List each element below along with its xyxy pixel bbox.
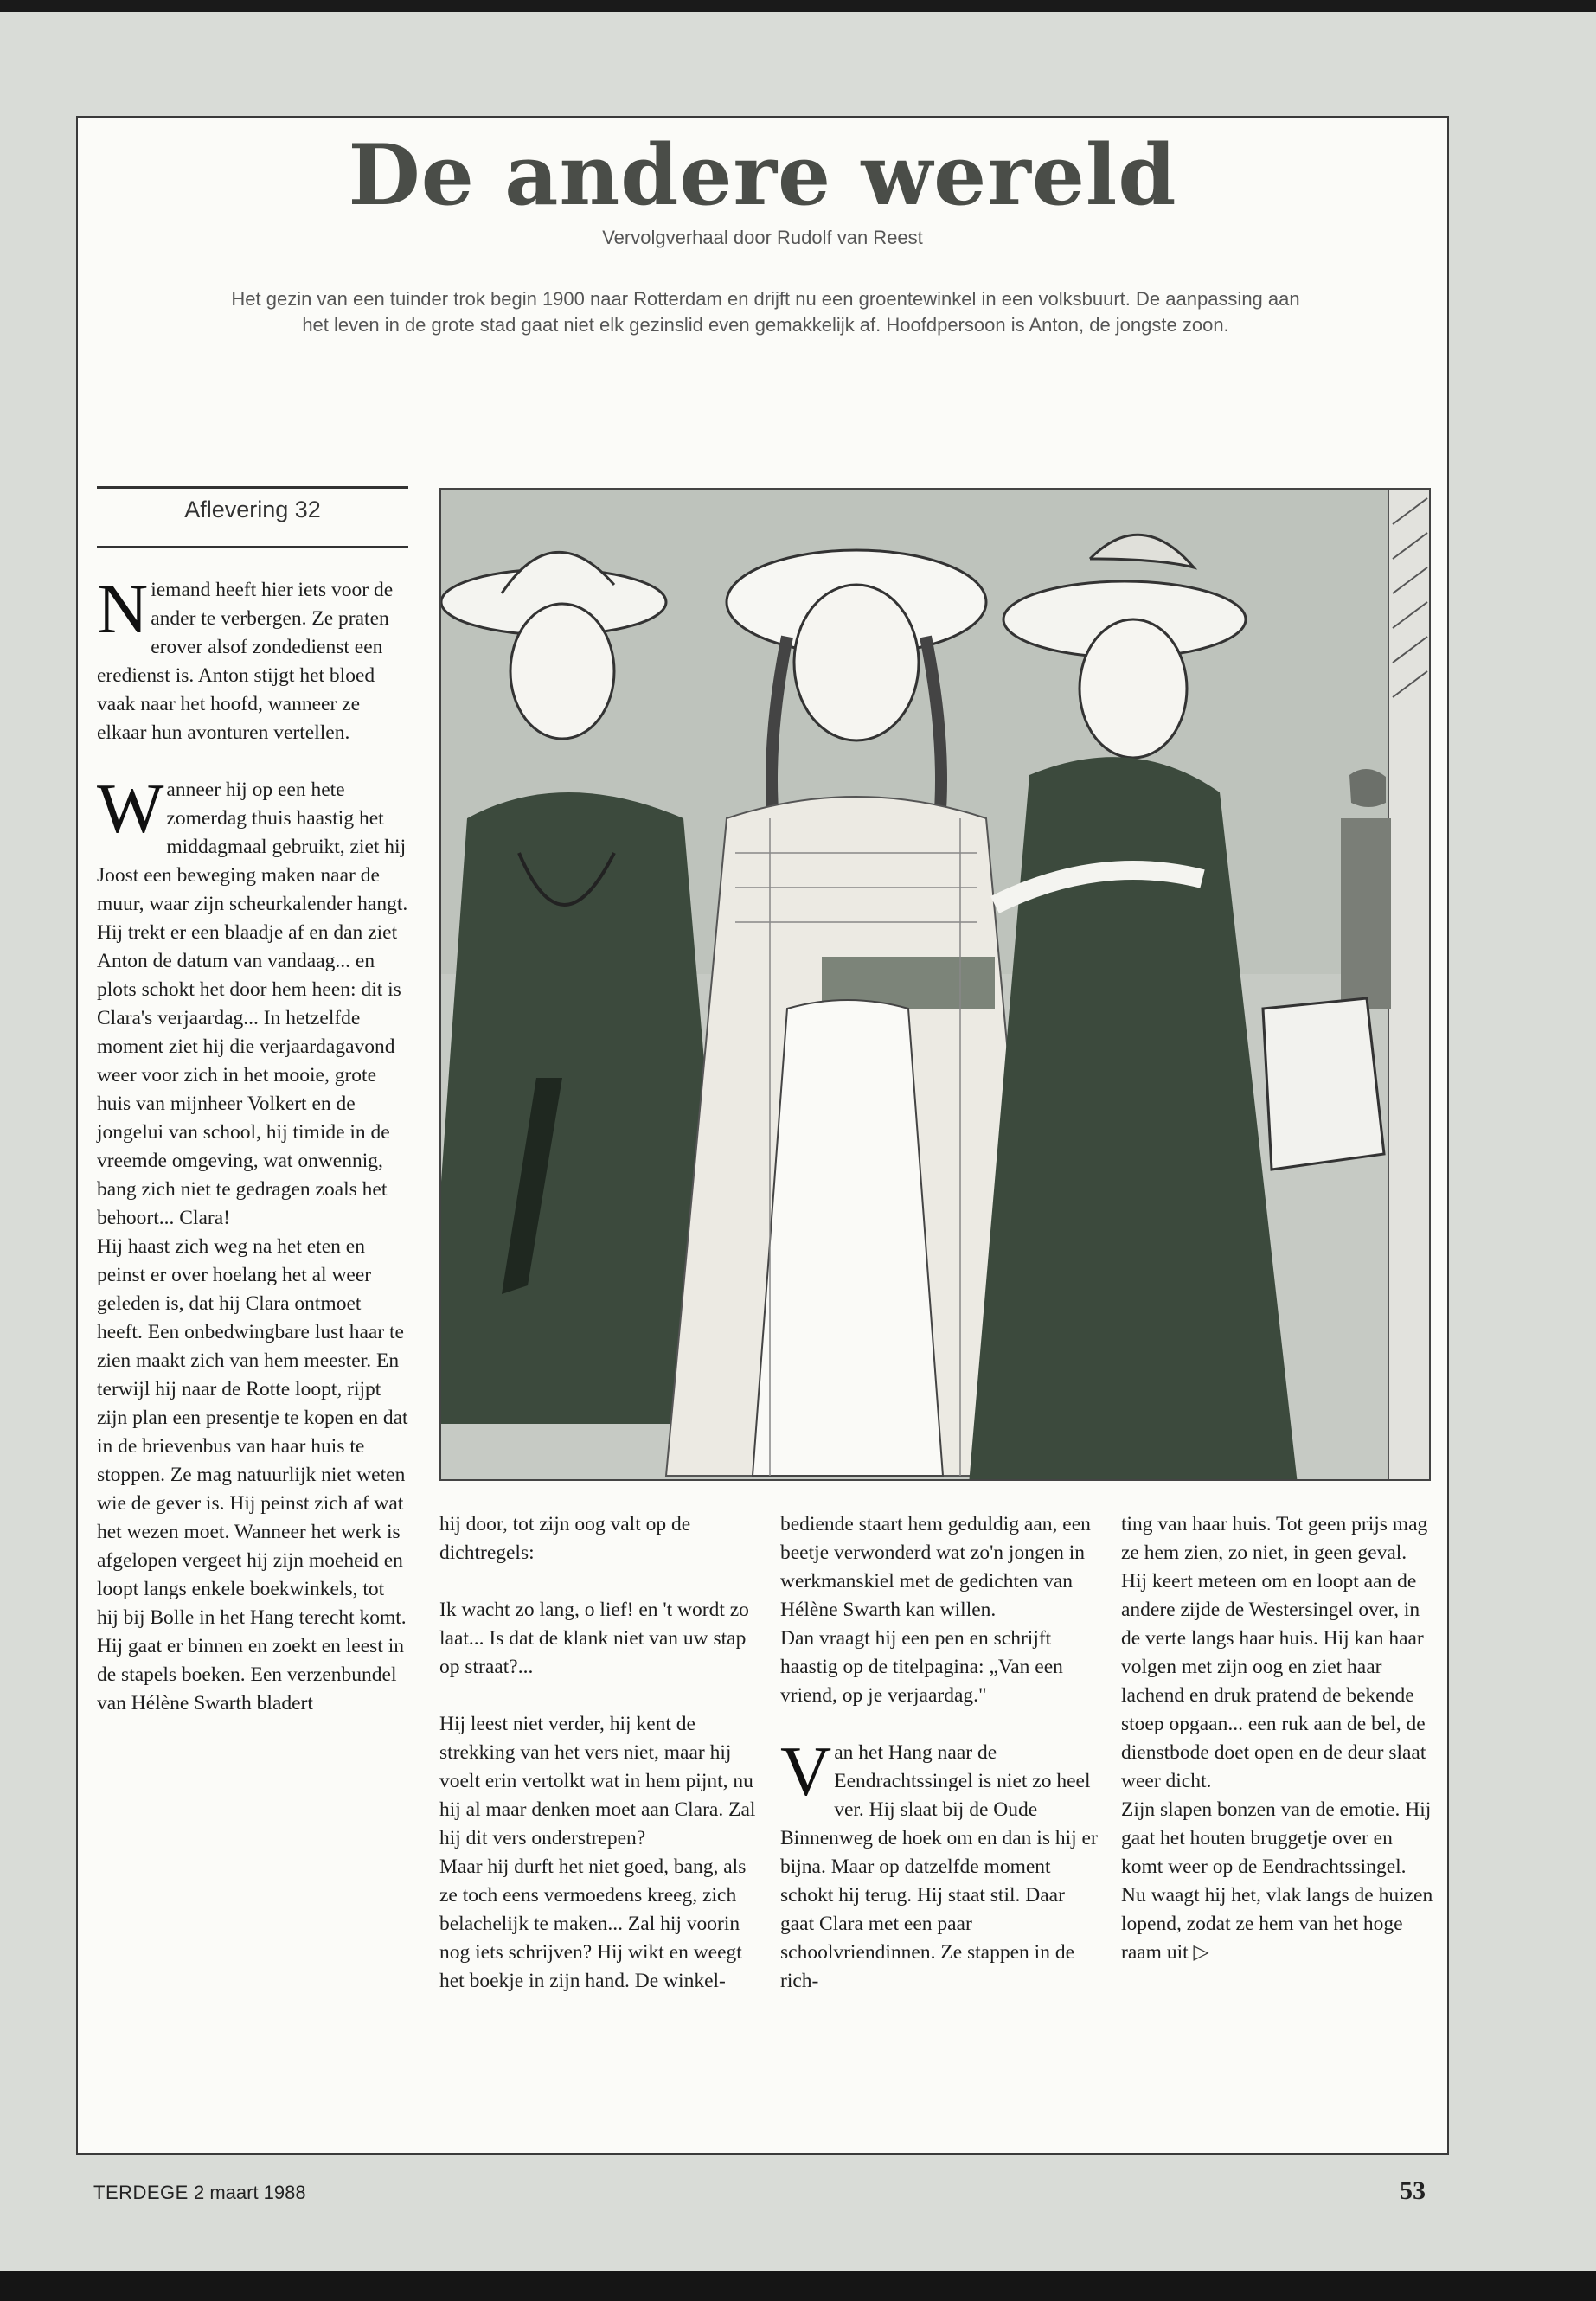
continue-arrow-icon: ▷ (1193, 1941, 1209, 1964)
magazine-name: TERDEGE (93, 2182, 189, 2203)
paragraph: bediende staart hem geduldig aan, een beetje verwonderd wat zo'n jongen in werkmanskiel met de gedichten van Hélène Swarth kan willen. (780, 1513, 1091, 1621)
article-intro: Het gezin van een tuinder trok begin 1900 naar Rotterdam en drijft nu een groentewinkel in een volksbuurt. De aanpassing aan het leven in de grote stad gaat niet elk gezinslid even gemakkelijk af. Hoofdpersoon is Anton, de jongste zoon. (231, 288, 1300, 336)
paragraph: ting van haar huis. Tot geen prijs mag ze hem zien, zo niet, in geen geval. (1121, 1513, 1428, 1564)
episode-rule-top (97, 486, 408, 489)
paragraph-text: anneer hij op een hete zomerdag thuis haastig het middagmaal gebruikt, ziet hij Joost een beweging maken naar de muur, waar zijn scheurkalender hangt. Hij trekt er een blaadje af en dan ziet Anton de datum van vandaag... en plots schokt het door hem heen: dit is Clara's verjaardag... In hetzelfde moment ziet hij die verjaardagavond weer voor zich in het mooie, grote huis van mijnheer Volkert en de jongelui van school, hij timide in de vreemde omgeving, wat onwennig, bang zich niet te gedragen zoals het behoort... Clara! (97, 779, 408, 1229)
paragraph (1121, 1881, 1434, 1967)
episode-rule-bottom (97, 546, 408, 548)
article-byline: Vervolgverhaal door Rudolf van Reest (602, 227, 923, 248)
column-1 (97, 569, 410, 1718)
story-illustration (439, 488, 1431, 1481)
column-3 (780, 1510, 1100, 1996)
paragraph-text: Nu waagt hij het, vlak langs de huizen lopend, zodat ze hem van het hoge raam uit (1121, 1884, 1433, 1964)
paragraph: Maar hij durft het niet goed, bang, als ze toch eens vermoedens kreeg, zich belachelijk te maken... Zal hij voorin nog iets schrijven? Hij wikt en weegt het boekje in zijn hand. De winkel- (439, 1856, 747, 1992)
page-footer (93, 2182, 306, 2204)
page-top-border (0, 0, 1596, 12)
three-girls-illustration (441, 490, 1429, 1479)
paragraph: hij door, tot zijn oog valt op de dichtregels: (439, 1513, 691, 1564)
paragraph: Hij leest niet verder, hij kent de strekking van het vers niet, maar hij voelt erin vertolkt wat in hem pijnt, nu hij al maar denken moet aan Clara. Zal hij dit vers onderstrepen? (439, 1713, 756, 1849)
issue-date: 2 maart 1988 (193, 2182, 306, 2203)
paragraph (780, 1732, 1100, 1996)
poem-lines: Ik wacht zo lang, o lief! en 't wordt zo laat... Is dat de klank niet van uw stap op straat?... (439, 1599, 749, 1678)
paragraph-text: an het Hang naar de Eendrachtssingel is niet zo heel ver. Hij slaat bij de Oude Binnenweg de hoek om en dan is hij er bijna. Maar op datzelfde moment schokt hij terug. Hij staat stil. Daar gaat Clara met een paar schoolvriendinnen. Ze stappen in de rich- (780, 1741, 1098, 1992)
drop-cap: V (780, 1732, 832, 1811)
page-bottom-border (0, 2271, 1596, 2301)
paragraph: Hij haast zich weg na het eten en peinst er over hoelang het al weer geleden is, dat hij Clara ontmoet heeft. Een onbedwingbare lust haar te zien maakt zich van hem meester. En terwijl hij naar de Rotte loopt, rijpt zijn plan een presentje te kopen en dat in de brievenbus van haar huis te stoppen. Ze mag natuurlijk niet weten wie de gever is. Hij peinst zich af wat het wezen moet. Wanneer het werk is afgelopen vergeet hij zijn moeheid en loopt langs enkele boekwinkels, tot hij bij Bolle in het Hang terecht komt. Hij gaat er binnen en zoekt en leest in de stapels boeken. Een verzenbundel van Hélène Swarth bladert (97, 1235, 408, 1715)
drop-cap: W (97, 769, 164, 848)
paragraph: Dan vraagt hij een pen en schrijft haastig op de titelpagina: „Van een vriend, op je verjaardag." (780, 1627, 1063, 1707)
drop-cap: N (97, 569, 149, 648)
page-number: 53 (1400, 2176, 1426, 2205)
column-4 (1121, 1510, 1434, 1967)
paragraph: Hij keert meteen om en loopt aan de andere zijde de Westersingel over, in de verte langs haar huis. Hij kan haar volgen met zijn oog en ziet haar lachend en druk pratend de bekende stoep opgaan... een ruk aan de bel, de dienstbode doet open en de deur slaat weer dicht. (1121, 1570, 1426, 1792)
article-title: De andere wereld (348, 126, 1177, 224)
lead-paragraph (97, 569, 410, 747)
lead-text: iemand heeft hier iets voor de ander te verbergen. Ze praten erover alsof zondedienst een eredienst is. Anton stijgt het bloed vaak naar het hoofd, wanneer ze elkaar hun avonturen vertellen. (97, 579, 394, 744)
episode-label: Aflevering 32 (184, 497, 321, 522)
paragraph: Zijn slapen bonzen van de emotie. Hij gaat het houten bruggetje over en komt weer op de Eendrachtssingel. (1121, 1798, 1432, 1878)
article-frame (76, 116, 1449, 2155)
column-2 (439, 1510, 760, 1996)
paragraph (97, 769, 410, 1233)
